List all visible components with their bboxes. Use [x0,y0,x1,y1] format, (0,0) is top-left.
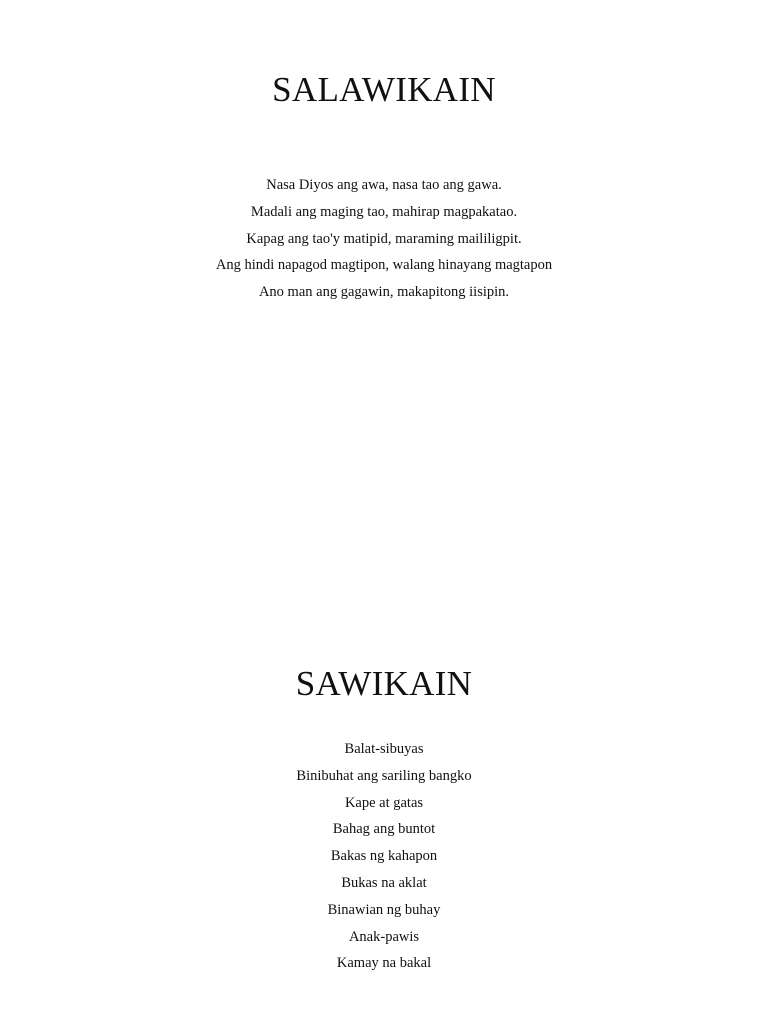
sawikain-line: Binibuhat ang sariling bangko [296,767,472,784]
salawikain-line: Ano man ang gagawin, makapitong iisipin. [258,284,510,301]
sawikain-line: Kamay na bakal [336,955,432,972]
salawikain-title: SALAWIKAIN [272,70,496,109]
salawikain-line: Kapag ang tao'y matipid, maraming maililigpit. [246,230,522,247]
salawikain-line: Nasa Diyos ang awa, nasa tao ang gawa. [266,177,502,193]
sawikain-line: Anak-pawis [348,928,420,945]
sawikain-title: SAWIKAIN [295,664,473,703]
sawikain-section [0,662,768,977]
salawikain-section [0,68,768,306]
salawikain-line: Ang hindi napagod magtipon, walang hinayang magtapon [215,257,553,274]
salawikain-list [0,172,768,306]
salawikain-line: Madali ang maging tao, mahirap magpakatao. [250,203,518,220]
sawikain-line: Bakas ng kahapon [330,848,438,865]
sawikain-line: Balat-sibuyas [344,741,424,757]
sawikain-line: Binawian ng buhay [327,901,441,918]
sawikain-line: Bahag ang buntot [332,821,436,838]
sawikain-list [0,736,768,977]
sawikain-line: Kape at gatas [344,794,424,811]
sawikain-line: Bukas na aklat [341,874,427,891]
